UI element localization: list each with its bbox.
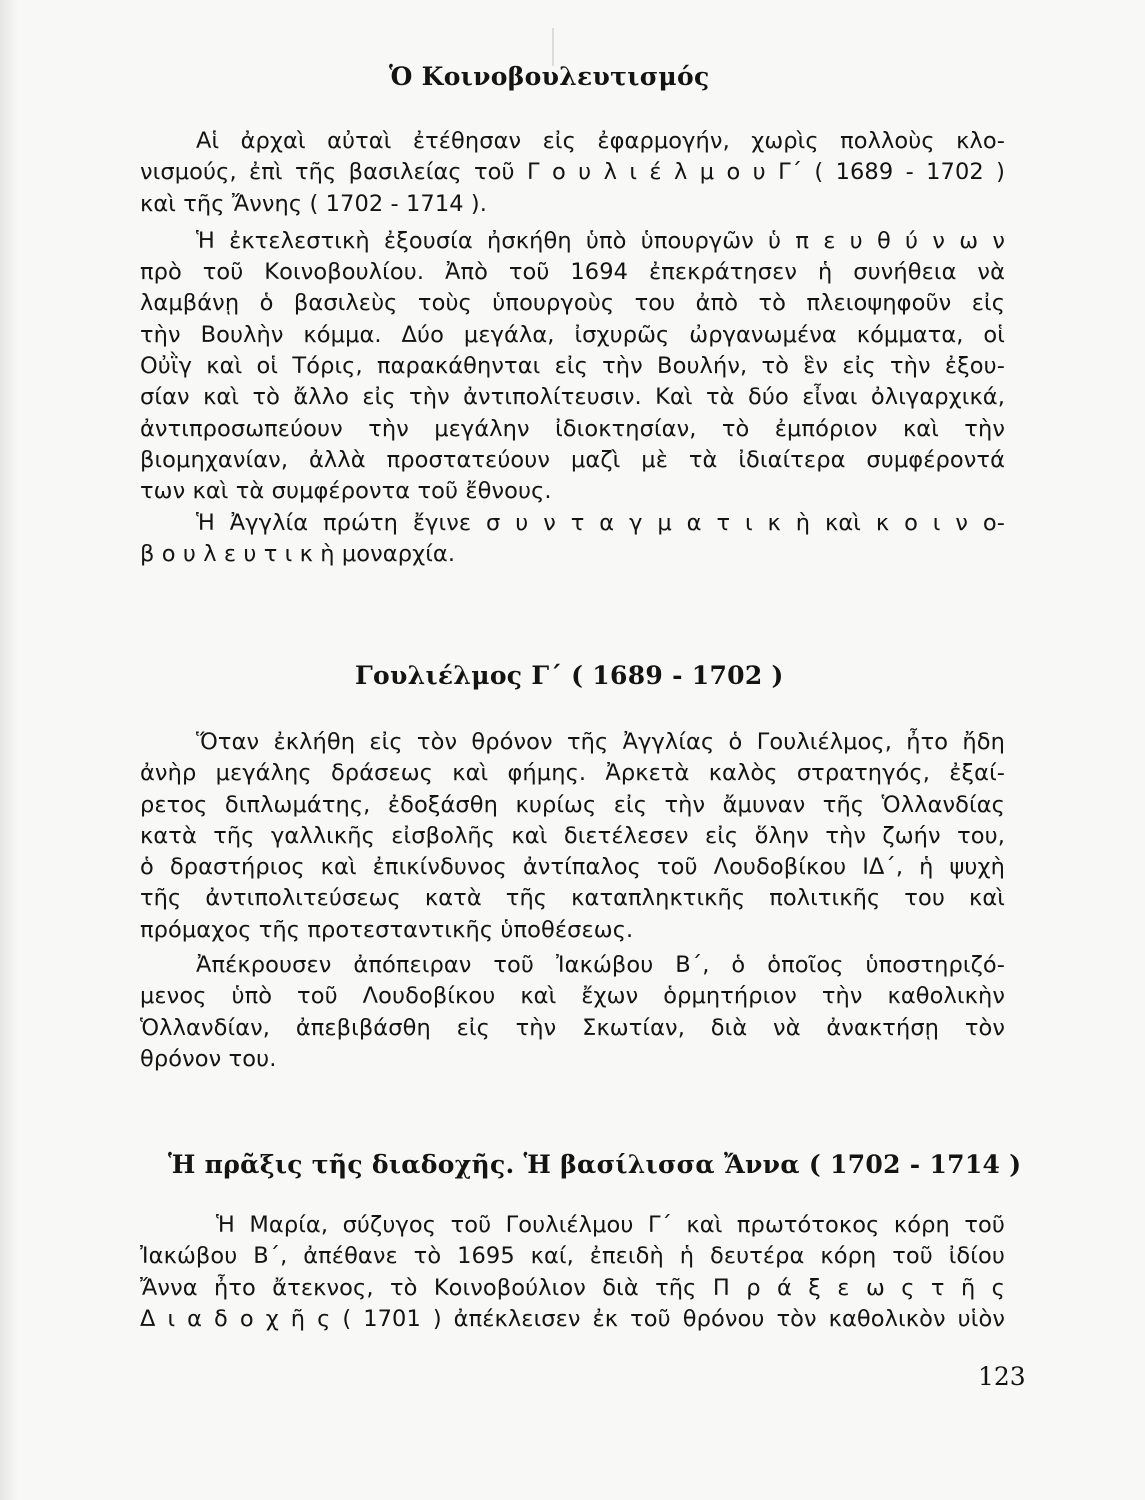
text-line: Ἡ Ἀγγλία πρώτη ἔγινε σ υ ν τ α γ μ α τ ι κ ὴ καὶ κ ο ι ν ο-: [196, 509, 1005, 536]
scan-edge-shadow: [0, 0, 18, 1500]
text-line: ὁ δραστήριος καὶ ἐπικίνδυνος ἀντίπαλος τοῦ Λουδοβίκου ΙΔ΄, ἡ ψυχὴ: [140, 854, 1005, 881]
text-line: καὶ τῆς Ἄννης ( 1702 - 1714 ).: [140, 190, 488, 217]
text-line: ἀντιπροσωπεύουν τὴν μεγάλην ἰδιοκτησίαν, τὸ ἐμπόριον καὶ τὴν: [140, 415, 1005, 442]
text-line: Ὁλλανδίαν, ἀπεβιβάσθη εἰς τὴν Σκωτίαν, διὰ νὰ ἀνακτήσῃ τὸν: [140, 1014, 1005, 1041]
text-line: τὴν Βουλὴν κόμμα. Δύο μεγάλα, ἰσχυρῶς ὠργανωμένα κόμματα, οἱ: [140, 321, 1005, 348]
text-line: Οὐῒγ καὶ οἱ Τόρις, παρακάθηνται εἰς τὴν Βουλήν, τὸ ἓν εἰς τὴν ἐξου-: [140, 353, 1005, 380]
text-line: Ἀπέκρουσεν ἀπόπειραν τοῦ Ἰακώβου Β΄, ὁ ὁποῖος ὑποστηριζό-: [196, 952, 1005, 979]
text-line: κατὰ τῆς γαλλικῆς εἰσβολῆς καὶ διετέλεσεν εἰς ὅλην τὴν ζωήν του,: [140, 822, 1005, 849]
section-succession-text: [140, 1210, 1005, 1335]
text-line: θρόνον του.: [140, 1045, 277, 1072]
text-line: πρόμαχος τῆς προτεσταντικῆς ὑποθέσεως.: [140, 916, 634, 943]
text-line: Ἰακώβου Β΄, ἀπέθανε τὸ 1695 καί, ἐπειδὴ ἡ δευτέρα κόρη τοῦ ἰδίου: [140, 1243, 1005, 1270]
text-line: Ἄννα ἦτο ἄτεκνος, τὸ Κοινοβούλιον διὰ τῆς Π ρ ά ξ ε ω ς τ ῆ ς: [140, 1274, 1005, 1301]
text-line: Δ ι α δ ο χ ῆ ς ( 1701 ) ἀπέκλεισεν ἐκ τοῦ θρόνου τὸν καθολικὸν υἱὸν: [140, 1305, 1005, 1332]
text-line: Ἡ ἐκτελεστικὴ ἐξουσία ἠσκήθη ὑπὸ ὑπουργῶν ὑ π ε υ θ ύ ν ω ν: [196, 227, 1005, 254]
text-line: λαμβάνῃ ὁ βασιλεὺς τοὺς ὑπουργοὺς του ἀπὸ τὸ πλειοψηφοῦν εἰς: [140, 290, 1005, 317]
text-line: σίαν καὶ τὸ ἄλλο εἰς τὴν ἀντιπολίτευσιν. Καὶ τὰ δύο εἶναι ὀλιγαρχικά,: [140, 384, 1005, 411]
section-parliamentarism-text: [140, 126, 1005, 570]
text-line: β ο υ λ ε υ τ ι κ ὴ μοναρχία.: [140, 540, 456, 567]
text-line: ρετος διπλωμάτης, ἐδοξάσθη κυρίως εἰς τὴν ἄμυναν τῆς Ὁλλανδίας: [140, 791, 1005, 818]
heading-parliamentarism: Ὁ Κοινοβουλευτισμός: [389, 62, 710, 91]
text-line: νισμούς, ἐπὶ τῆς βασιλείας τοῦ Γ ο υ λ ι έ λ μ ο υ Γ΄ ( 1689 - 1702 ): [140, 159, 1005, 186]
section-william-text: [140, 727, 1005, 1075]
text-line: βιομηχανίαν, ἀλλὰ προστατεύουν μαζὶ μὲ τὰ ἰδιαίτερα συμφέροντά: [140, 446, 1005, 473]
scan-mark: [552, 28, 554, 66]
text-line: Αἱ ἀρχαὶ αὐταὶ ἐτέθησαν εἰς ἐφαρμογήν, χωρὶς πολλοὺς κλο-: [196, 128, 1005, 154]
heading-act-of-settlement: Ἡ πρᾶξις τῆς διαδοχῆς. Ἡ βασίλισσα Ἄννα ( 1702 - 1714 ): [168, 1150, 1022, 1179]
text-line: Ἡ Μαρία, σύζυγος τοῦ Γουλιέλμου Γ΄ καὶ πρωτότοκος κόρη τοῦ: [216, 1212, 1005, 1238]
text-line: ἀνὴρ μεγάλης δράσεως καὶ φήμης. Ἀρκετὰ καλὸς στρατηγός, ἐξαί-: [140, 760, 1005, 787]
page-number: 123: [978, 1362, 1026, 1391]
heading-william-iii: Γουλιέλμος Γ΄ ( 1689 - 1702 ): [355, 661, 784, 690]
text-line: πρὸ τοῦ Κοινοβουλίου. Ἀπὸ τοῦ 1694 ἐπεκράτησεν ἡ συνήθεια νὰ: [140, 259, 1005, 286]
text-line: των καὶ τὰ συμφέροντα τοῦ ἔθνους.: [140, 478, 552, 505]
text-line: Ὅταν ἐκλήθη εἰς τὸν θρόνον τῆς Ἀγγλίας ὁ Γουλιέλμος, ἦτο ἤδη: [196, 729, 1005, 755]
text-line: τῆς ἀντιπολιτεύσεως κατὰ τῆς καταπληκτικῆς πολιτικῆς του καὶ: [140, 885, 1005, 912]
text-line: μενος ὑπὸ τοῦ Λουδοβίκου καὶ ἔχων ὁρμητήριον τὴν καθολικὴν: [140, 983, 1005, 1010]
